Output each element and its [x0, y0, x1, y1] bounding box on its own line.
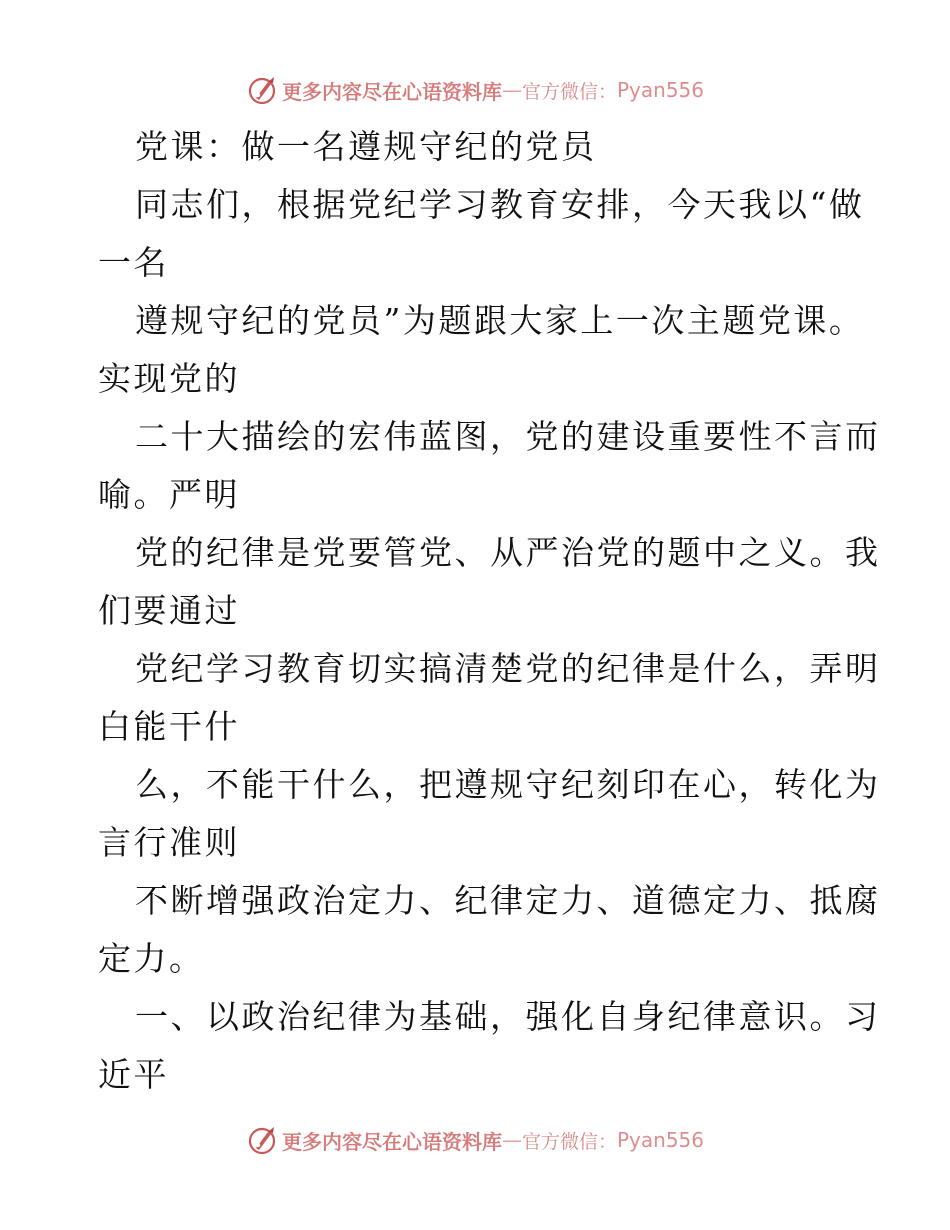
document-line: 同志们，根据党纪学习教育安排，今天我以“做: [135, 185, 865, 224]
document-line: 喻。严明: [98, 475, 240, 514]
watermark-wechat-label: 官方微信：: [521, 1130, 617, 1153]
watermark-site-text: 更多内容尽在心语资料库: [281, 1129, 502, 1154]
quill-pen-logo-icon: [246, 1124, 278, 1156]
document-line: 近平: [98, 1055, 169, 1094]
watermark-site-text: 更多内容尽在心语资料库: [281, 79, 502, 104]
document-line: 遵规守纪的党员”为题跟大家上一次主题党课。: [135, 301, 865, 340]
document-line: 么，不能干什么，把遵规守纪刻印在心，转化为: [135, 765, 881, 804]
document-line: 不断增强政治定力、纪律定力、道德定力、抵腐: [135, 881, 881, 920]
document-line: 白能干什: [98, 707, 240, 746]
quill-pen-logo-icon: [246, 74, 278, 106]
document-line: 言行准则: [98, 823, 240, 862]
document-line: 定力。: [98, 939, 205, 978]
document-line: 二十大描绘的宏伟蓝图，党的建设重要性不言而: [135, 417, 881, 456]
document-line: 们要通过: [98, 591, 240, 630]
document-line: 党的纪律是党要管党、从严治党的题中之义。我: [135, 533, 881, 572]
watermark-dash: —: [501, 1128, 522, 1152]
header-watermark: [0, 70, 950, 110]
watermark-wechat-label: 官方微信：: [521, 80, 617, 103]
watermark-wechat-id: Pyan556: [617, 78, 705, 102]
document-line: 实现党的: [98, 359, 240, 398]
document-body: [98, 118, 881, 1104]
document-line: 一、以政治纪律为基础，强化自身纪律意识。习: [135, 997, 881, 1036]
document-line: 党课：做一名遵规守纪的党员: [135, 127, 597, 166]
watermark-dash: —: [501, 78, 522, 102]
footer-watermark: [0, 1120, 950, 1160]
watermark-wechat-id: Pyan556: [617, 1128, 705, 1152]
document-line: 党纪学习教育切实搞清楚党的纪律是什么，弄明: [135, 649, 881, 688]
document-line: 一名: [98, 243, 169, 282]
